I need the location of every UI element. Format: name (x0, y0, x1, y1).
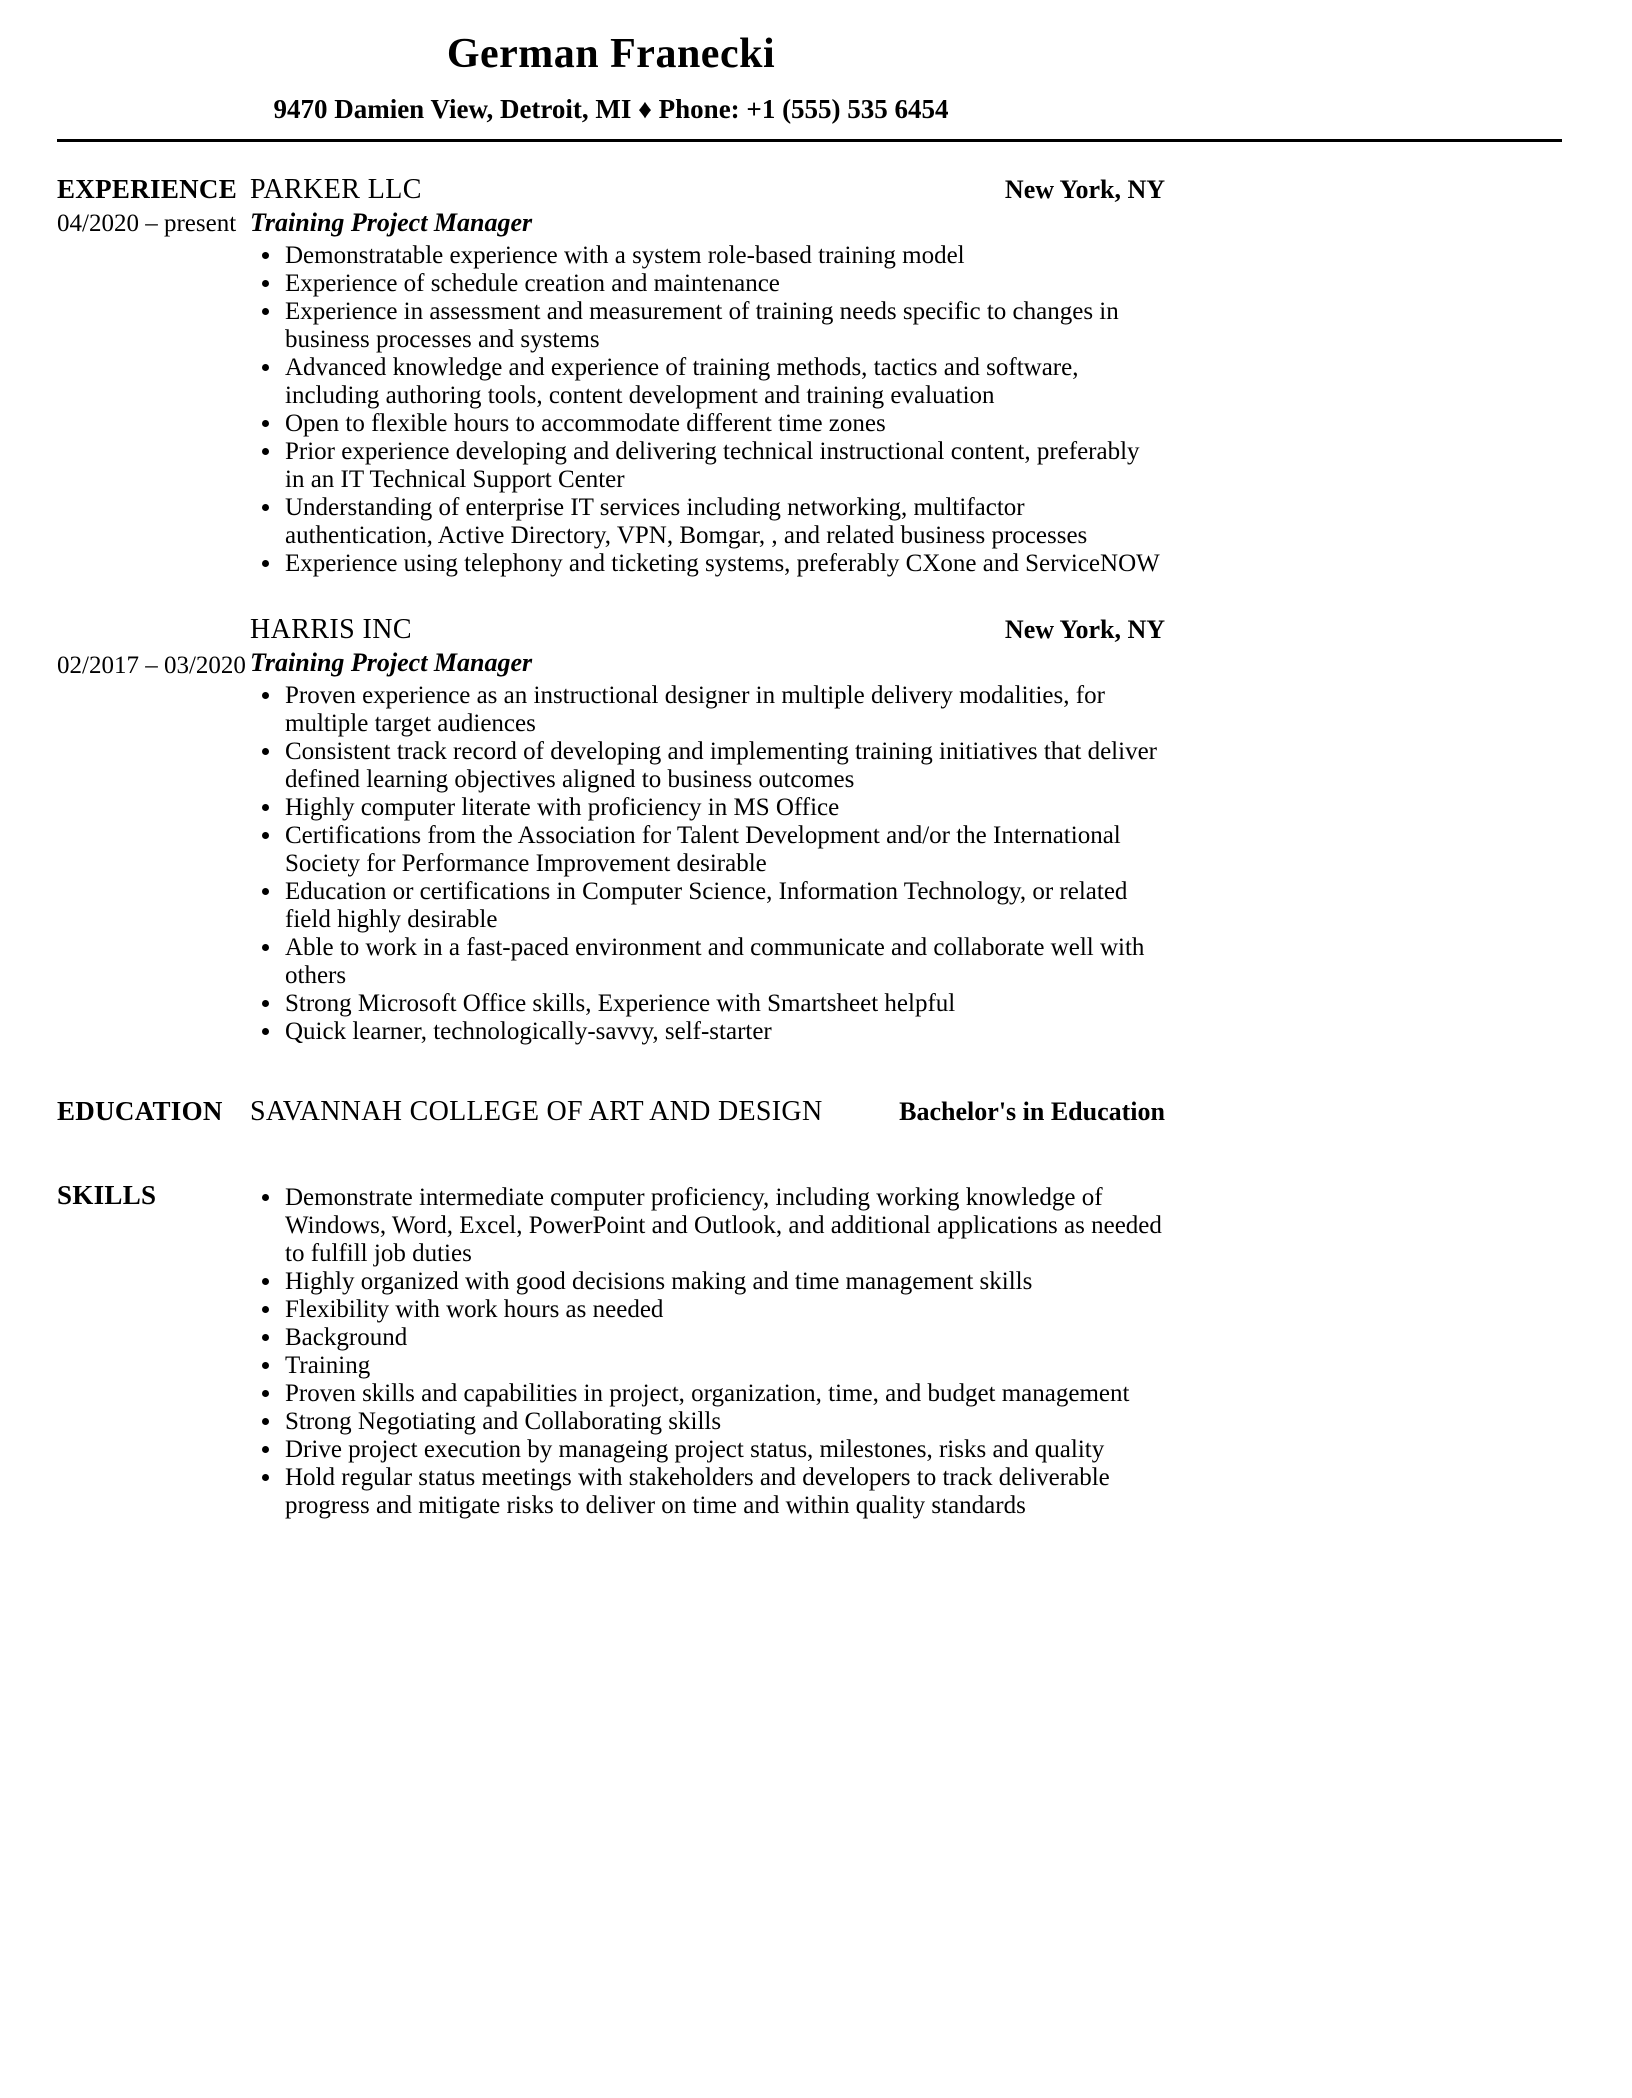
skills-bullet-list (250, 1184, 1165, 1520)
bullet-item: • Demonstrate intermediate computer proficiency, including working knowledge of Windows, Word, Excel, PowerPoint and Outlook, and additional applications as needed to fulfill job duties (283, 1184, 1165, 1268)
bullet-item: • Highly computer literate with proficiency in MS Office (283, 794, 1165, 822)
skills-section-label: SKILLS (57, 1180, 157, 1210)
experience-left-column (57, 174, 250, 578)
bullet-item: • Able to work in a fast-paced environment and communicate and collaborate well with others (283, 934, 1165, 990)
bullet-item: • Flexibility with work hours as needed (283, 1296, 1165, 1324)
degree-name: Bachelor's in Education (899, 1097, 1165, 1126)
job-title: Training Project Manager (250, 648, 533, 677)
job-header (250, 614, 1165, 646)
resume-body (57, 174, 1165, 1520)
skills-section (57, 1180, 1165, 1520)
bullet-item: • Strong Microsoft Office skills, Experience with Smartsheet helpful (283, 990, 1165, 1018)
school-name: SAVANNAH COLLEGE OF ART AND DESIGN (250, 1096, 823, 1127)
bullet-item: • Open to flexible hours to accommodate different time zones (283, 410, 1165, 438)
skills-entry (250, 1180, 1165, 1520)
bullet-item: • Quick learner, technologically-savvy, self-starter (283, 1018, 1165, 1046)
bullet-item: • Training (283, 1352, 1165, 1380)
bullet-item: • Experience using telephony and ticketing systems, preferably CXone and ServiceNOW (283, 550, 1165, 578)
education-entry (250, 1096, 1165, 1128)
job-title: Training Project Manager (250, 208, 533, 237)
experience-section-label: EXPERIENCE (57, 174, 238, 204)
resume-header (57, 30, 1165, 125)
experience-job-2 (57, 614, 1165, 1046)
bullet-item: • Proven skills and capabilities in project, organization, time, and budget management (283, 1380, 1165, 1408)
job-bullet-list (250, 682, 1165, 1046)
company-name: PARKER LLC (250, 174, 422, 205)
job-entry (250, 614, 1165, 1046)
bullet-item: • Understanding of enterprise IT services including networking, multifactor authentication, Active Directory, VPN, Bomgar, , and related business processes (283, 494, 1165, 550)
job-bullet-list (250, 242, 1165, 578)
bullet-item: • Demonstratable experience with a system role-based training model (283, 242, 1165, 270)
bullet-item: • Hold regular status meetings with stakeholders and developers to track deliverable progress and mitigate risks to deliver on time and within quality standards (283, 1464, 1165, 1520)
skills-left-column (57, 1180, 250, 1520)
job-entry (250, 174, 1165, 578)
candidate-name: German Franecki (446, 31, 776, 77)
bullet-item: • Consistent track record of developing and implementing training initiatives that deliver defined learning objectives aligned to business outcomes (283, 738, 1165, 794)
experience-left-column (57, 614, 250, 1046)
bullet-item: • Certifications from the Association for Talent Development and/or the International Society for Performance Improvement desirable (283, 822, 1165, 878)
education-section (57, 1096, 1165, 1128)
company-name: HARRIS INC (250, 614, 412, 645)
bullet-item: • Drive project execution by manageing project status, milestones, risks and quality (283, 1436, 1165, 1464)
header-divider (57, 139, 1562, 142)
bullet-item: • Proven experience as an instructional designer in multiple delivery modalities, for multiple target audiences (283, 682, 1165, 738)
contact-line: 9470 Damien View, Detroit, MI ♦ Phone: +1 (555) 535 6454 (273, 94, 949, 124)
bullet-item: • Prior experience developing and delivering technical instructional content, preferably in an IT Technical Support Center (283, 438, 1165, 494)
job-header (250, 174, 1165, 206)
job-location: New York, NY (1004, 615, 1165, 644)
job-dates: 02/2017 – 03/2020 (57, 652, 246, 679)
education-line (250, 1096, 1165, 1128)
education-left-column (57, 1096, 250, 1128)
job-location: New York, NY (1004, 175, 1165, 204)
bullet-item: • Experience of schedule creation and maintenance (283, 270, 1165, 298)
bullet-item: • Education or certifications in Computer Science, Information Technology, or related field highly desirable (283, 878, 1165, 934)
bullet-item: • Advanced knowledge and experience of training methods, tactics and software, including authoring tools, content development and training evaluation (283, 354, 1165, 410)
bullet-item: • Strong Negotiating and Collaborating skills (283, 1408, 1165, 1436)
education-section-label: EDUCATION (57, 1096, 223, 1126)
experience-section (57, 174, 1165, 578)
bullet-item: • Experience in assessment and measurement of training needs specific to changes in business processes and systems (283, 298, 1165, 354)
bullet-item: • Highly organized with good decisions making and time management skills (283, 1268, 1165, 1296)
bullet-item: • Background (283, 1324, 1165, 1352)
job-dates: 04/2020 – present (57, 210, 237, 237)
